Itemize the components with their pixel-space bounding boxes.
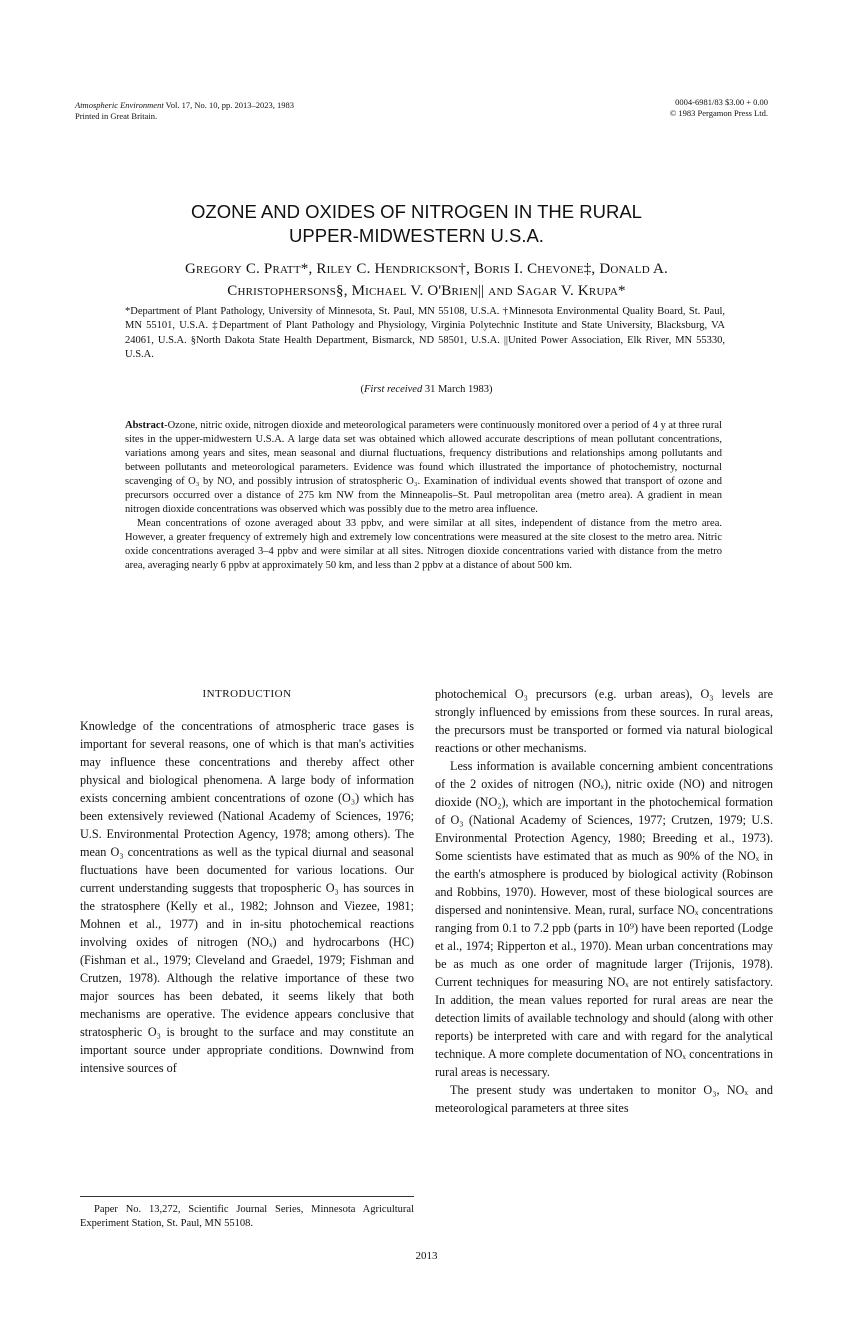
printed-note: Printed in Great Britain. [75,111,158,121]
received-label: First received [364,384,423,395]
paper-title [60,200,773,248]
intro-paragraph-2: photochemical O₃ precursors (e.g. urban areas), O₃ levels are strongly influenced by emissions from these sources. In rural areas, the precursors must be transported or formed via natural biological reactions or other mechanisms. [435,687,773,755]
received-date: (First received 31 March 1983) [360,384,493,395]
title-line-2: UPPER-MIDWESTERN U.S.A. [289,225,544,246]
copyright: © 1983 Pergamon Press Ltd. [669,108,768,118]
publisher-header [670,97,768,119]
abstract [125,419,722,573]
left-column [80,685,414,1077]
authors-line-2: Christophersons§, Michael V. O'Brien|| and Sagar V. Krupa* [227,283,626,299]
affiliations: *Department of Plant Pathology, University of Minnesota, St. Paul, MN 55108, U.S.A. †Minnesota Environmental Quality Board, St. Paul, MN 55101, U.S.A. ‡Department of Plant Pathology and Physiology, Virginia Polytechnic Institute and State University, Blacksburg, VA 24061, U.S.A. §North Dakota State Health Department, Bismarck, ND 58501, U.S.A. ||United Power Association, Elk River, MN 55330, U.S.A. [125,306,725,360]
intro-paragraph-1: Knowledge of the concentrations of atmospheric trace gases is important for several reasons, one of which is that man's activities may influence these concentrations and thereby affect other physical and biological phenomena. A large body of information exists concerning ambient concentrations of ozone (O₃) which has been extensively reviewed (National Academy of Sciences, 1976; U.S. Environmental Protection Agency, 1978; among others). The mean O₃ concentrations as well as the typical diurnal and seasonal fluctuations have been documented for various locations. Our current understanding suggests that tropospheric O₃ has sources in the stratosphere (Kelly et al., 1982; Johnson and Viezee, 1981; Mohnen et al., 1977) and in in-situ photochemical reactions involving oxides of nitrogen (NOₓ) and hydrocarbons (HC) (Fishman et al., 1979; Cleveland and Graedel, 1979; Fishman and Crutzen, 1978). Although the relative importance of these two major sources has been debated, it seems likely that both mechanisms are operative. The evidence appears conclusive that stratospheric O₃ is brought to the surface and may constitute an important source under appropriate conditions. Downwind from intensive sources of [80,719,414,1075]
abstract-label: Abstract [125,420,165,431]
journal-header [75,100,294,122]
abstract-paragraph-1: -Ozone, nitric oxide, nitrogen dioxide and meteorological parameters were continuously monitored over a period of 4 y at three rural sites in the upper-midwestern U.S.A. A large data set was obtained which allowed accurate descriptions of mean pollutant concentrations, variations among years and sites, mean seasonal and diurnal fluctuations, frequency distributions and relationships among pollutants and between pollutants and meteorological parameters. Evidence was found which illustrated the importance of photochemistry, nocturnal scavenging of O₃ by NO, and possibly intrusion of stratospheric O₃. Examination of individual events showed that transport of ozone and precursors occurred over a distance of 275 km NW from the Minneapolis–St. Paul metropolitan area (metro area). A gradient in mean nitrogen dioxide concentrations was observed which was possibly due to the metro area influence. [125,420,722,515]
right-column [435,685,773,1117]
intro-paragraph-3: Less information is available concerning ambient concentrations of the 2 oxides of nitrogen (NOₓ), nitric oxide (NO) and nitrogen dioxide (NO₂), which are important in the photochemical formation of O₃ (National Academy of Sciences, 1977; Crutzen, 1979; U.S. Environmental Protection Agency, 1980; Breeding et al., 1973). Some scientists have estimated that as much as 90% of the NOₓ in the earth's atmosphere is produced by biological activity (Robinson and Robbins, 1970). However, most of these biological sources are dispersed and nonintensive. Mean, rural, surface NOₓ concentrations ranging from 0.1 to 7.2 ppb (parts in 10⁹) have been reported (Lodge et al., 1974; Ripperton et al., 1970). Mean urban concentrations may be as much as one order of magnitude larger (Trijonis, 1978). Current techniques for measuring NOₓ are not entirely satisfactory. In addition, the mean values reported for rural areas are near the detection limits of available technology and should (along with other reports) be interpreted with care and with regard for the analytical technique. A more complete documentation of NOₓ concentrations in rural areas is necessary. [435,759,773,1079]
received-value: 31 March 1983 [424,384,489,395]
footnote: Paper No. 13,272, Scientific Journal Series, Minnesota Agricultural Experiment Station, St. Paul, MN 55108. [80,1204,414,1229]
journal-citation: Vol. 17, No. 10, pp. 2013–2023, 1983 [165,100,294,110]
footnote-divider [80,1196,414,1197]
section-heading: INTRODUCTION [202,688,292,700]
authors-line-1: Gregory C. Pratt*, Riley C. Hendrickson†, Boris I. Chevone‡, Donald A. [185,261,668,277]
price-code: 0004-6981/83 $3.00 + 0.00 [675,97,768,107]
intro-paragraph-4: The present study was undertaken to monitor O₃, NOₓ and meteorological parameters at three sites [435,1083,773,1115]
author-list [80,258,773,302]
page-number: 2013 [415,1250,438,1262]
journal-name: Atmospheric Environment [75,100,164,110]
title-line-1: OZONE AND OXIDES OF NITROGEN IN THE RURAL [191,201,642,222]
abstract-paragraph-2: Mean concentrations of ozone averaged about 33 ppbv, and were similar at all sites, independent of distance from the metro area. However, a greater frequency of extremely high and extremely low concentrations were measured at the site closest to the metro area. Nitric oxide concentrations averaged 3–4 ppbv and were similar at all sites. Nitrogen dioxide concentrations varied with distance from the metro area, averaging nearly 6 ppbv at approximately 50 km, and less than 2 ppbv at a distance of about 500 km. [125,518,722,571]
